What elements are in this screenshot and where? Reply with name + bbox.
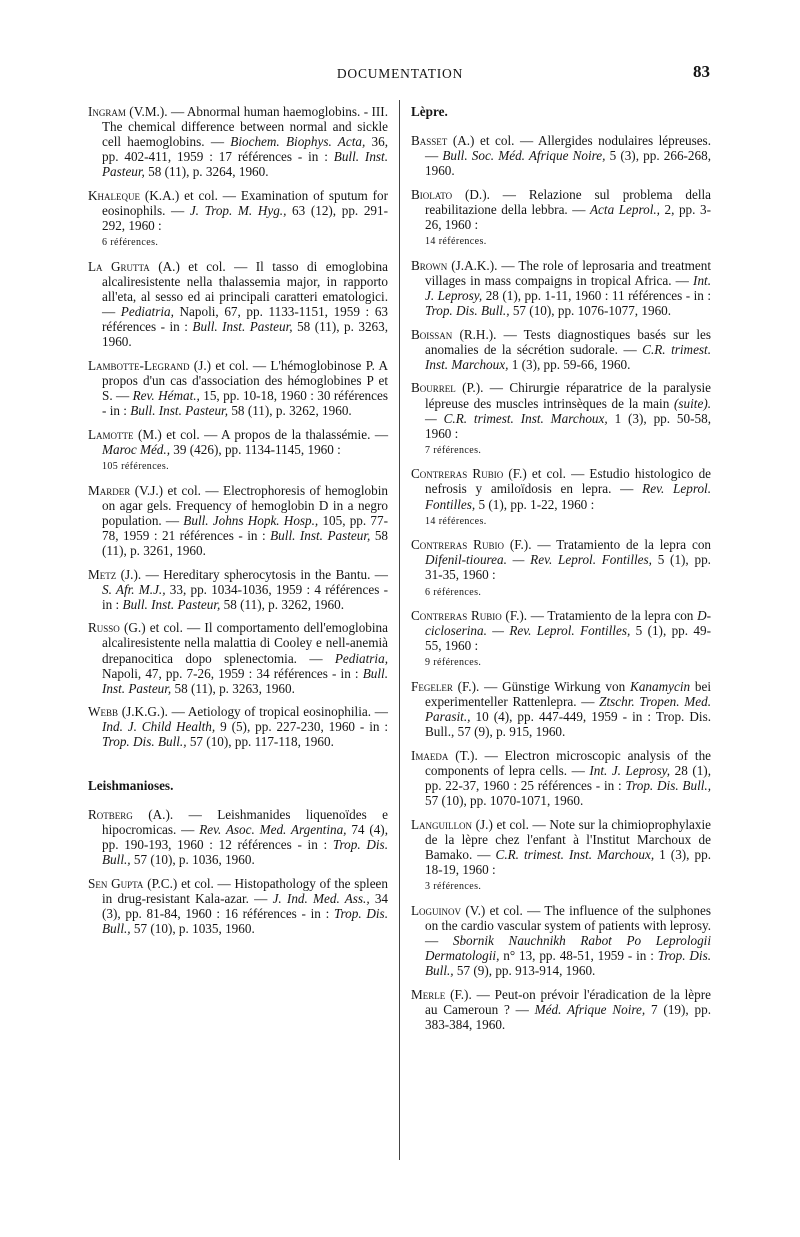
bibliography-entry bbox=[411, 133, 711, 178]
entry-journal: Acta Leprol., bbox=[590, 201, 660, 217]
bibliography-entry bbox=[411, 679, 711, 739]
entry-details-secondary: 58 (11), p. 3261, 1960. bbox=[102, 527, 389, 558]
entry-author: Contreras Rubio (F.). bbox=[411, 608, 528, 624]
entry-details-secondary: 57 (10), pp. 117-118, 1960. bbox=[189, 734, 334, 750]
entry-details: 5 (3), pp. 266-268, 1960. bbox=[425, 148, 712, 179]
bibliography-entry bbox=[411, 903, 711, 978]
entry-author: Bourrel (P.). bbox=[411, 380, 484, 396]
bibliography-entry bbox=[411, 987, 711, 1032]
entry-author: Ingram (V.M.). bbox=[88, 104, 168, 119]
entry-details-secondary: 10 (4), pp. 447-449, 1959 - in : Trop. Dis. Bull., 57 (9), p. 915, 1960. bbox=[425, 709, 711, 740]
entry-reference-count: 14 références. bbox=[425, 515, 487, 527]
bibliography-entry bbox=[88, 483, 388, 558]
entry-details-secondary: 58 (11), p. 3262, 1960. bbox=[231, 403, 352, 419]
entry-text: et col. — Estudio histologico de nefrosis y amiloïdosis en lepra. — bbox=[425, 466, 712, 497]
section-heading-leishmanioses: Leishmanioses. bbox=[88, 777, 174, 793]
entry-details: 105, pp. 77-78, 1959 : 21 références - in : bbox=[102, 512, 388, 543]
entry-journal-secondary: Bull. Inst. Pasteur, bbox=[270, 527, 371, 543]
entry-journal: Pediatria, bbox=[334, 650, 388, 666]
bibliography-entry bbox=[88, 807, 388, 867]
entry-text: — Peut-on prévoir l'éradication de la lèpre au Cameroun ? — bbox=[425, 986, 711, 1017]
entry-reference-count: 9 références. bbox=[425, 657, 482, 669]
entry-reference-count: 3 références. bbox=[425, 881, 482, 893]
entry-author: Khaleque (K.A.) bbox=[88, 187, 180, 203]
entry-details: Napoli, 67, pp. 1133-1151, 1959 : 63 références - in : bbox=[102, 304, 389, 335]
lepre-entries bbox=[411, 133, 711, 1032]
entry-author: Rotberg (A.). bbox=[88, 806, 174, 822]
running-header bbox=[0, 62, 800, 82]
entry-author: Languillon (J.) bbox=[411, 816, 493, 832]
bibliography-entry bbox=[88, 620, 388, 695]
leishmanioses-entries bbox=[88, 807, 388, 936]
entry-journal: Int. J. Leprosy, bbox=[589, 762, 671, 778]
entry-text: — Relazione sul problema della reabilitazione della lebbra. — bbox=[425, 186, 712, 217]
entry-text: et col. — Il tasso di emoglobina alcaliresistente nella thalassemia major, in rapporto all'eta, al sesso ed ai principali caratteri ematologici. — bbox=[102, 258, 389, 320]
entry-reference-count: 6 références. bbox=[425, 586, 482, 598]
bibliography-entry bbox=[88, 876, 388, 936]
column-divider bbox=[399, 100, 400, 1160]
entry-text: — Tratamiento de la lepra con bbox=[530, 608, 694, 624]
entry-text: et col. — A propos de la thalassémie. — bbox=[166, 426, 389, 442]
entry-reference-count: 14 références. bbox=[425, 236, 487, 248]
entry-journal: J. Ind. Med. Ass., bbox=[272, 890, 370, 906]
entry-text: et col. — Note sur la chimioprophylaxie de la lèpre chez l'enfant à l'Institut Marchoux de Bamako. — bbox=[425, 816, 711, 862]
entry-author: Webb (J.K.G.). bbox=[88, 704, 168, 720]
entry-journal: Rev. Leprol. Fontilles, bbox=[425, 481, 712, 512]
entry-details-secondary: 57 (10), p. 1035, 1960. bbox=[133, 920, 255, 936]
right-column bbox=[411, 104, 711, 1040]
entry-details-secondary: 58 (11), p. 3263, 1960. bbox=[174, 680, 295, 696]
left-column bbox=[88, 104, 388, 944]
entry-text: — Tratamiento de la lepra con bbox=[537, 537, 712, 553]
entry-journal: Difenil-tiourea. — Rev. Leprol. Fontilles, bbox=[425, 552, 652, 568]
entry-journal: Maroc Méd., bbox=[102, 441, 170, 457]
entry-text: et col. — Histopathology of the spleen in drug-resistant Kala-azar. — bbox=[102, 875, 389, 906]
entry-journal-secondary: Trop. Dis. Bull., bbox=[102, 836, 388, 867]
entry-journal-secondary: Bull. Inst. Pasteur, bbox=[102, 149, 389, 180]
entry-text: — Aetiology of tropical eosinophilia. — bbox=[171, 704, 388, 720]
entry-reference-count: 105 références. bbox=[102, 460, 170, 472]
entry-details: 63 (12), pp. 291-292, 1960 : bbox=[102, 203, 389, 234]
bibliography-entry bbox=[88, 704, 388, 749]
entry-author: Merle (F.). bbox=[411, 986, 472, 1002]
entry-details: 15, pp. 10-18, 1960 : 30 références - in : bbox=[102, 388, 388, 419]
entry-journal: C.R. trimest. Inst. Marchoux, bbox=[495, 846, 655, 862]
bibliography-entry bbox=[88, 427, 388, 474]
entry-details: 2, pp. 3-26, 1960 : bbox=[425, 201, 711, 233]
entry-author: Lambotte-Legrand (J.) bbox=[88, 357, 212, 373]
entry-reference-count: 6 références. bbox=[102, 237, 159, 249]
entry-journal: Rev. Asoc. Med. Argentina, bbox=[199, 821, 347, 837]
entry-details: 1 (3), pp. 18-19, 1960 : bbox=[425, 846, 712, 878]
entry-details: 33, pp. 1034-1036, 1959 : 4 références - in : bbox=[102, 581, 388, 612]
bibliography-entry bbox=[411, 817, 711, 894]
entry-author: Loguinov (V.) bbox=[411, 902, 486, 918]
entry-journal: S. Afr. M.J., bbox=[102, 581, 166, 597]
bibliography-entry bbox=[411, 748, 711, 808]
entry-author: Metz (J.). bbox=[88, 566, 142, 582]
entry-details: 7 (19), pp. 383-384, 1960. bbox=[425, 1001, 711, 1032]
entry-details: 9 (5), pp. 227-230, 1960 - in : bbox=[220, 719, 388, 735]
entry-details-secondary: 58 (11), p. 3264, 1960. bbox=[148, 164, 269, 180]
entry-journal: Sbornik Nauchnikh Rabot Po Leprologii Dermatologii, bbox=[425, 932, 712, 963]
entry-journal: Rev. Hémat., bbox=[132, 388, 200, 404]
bibliography-entry bbox=[411, 380, 711, 457]
entry-text: et col. — Il comportamento dell'emoglobina alcaliresistente nella malattia di Cooley e nell-anemià drepanocitica dopo splenectomia. — bbox=[102, 620, 389, 666]
entry-details: n° 13, pp. 48-51, 1959 - in : bbox=[503, 948, 654, 963]
entry-text: — Hereditary spherocytosis in the Bantu. — bbox=[145, 566, 388, 582]
entry-journal: Biochem. Biophys. Acta, bbox=[230, 134, 366, 150]
entry-details: 5 (1), pp. 31-35, 1960 : bbox=[425, 552, 711, 583]
entry-journal-secondary: Bull. Inst. Pasteur, bbox=[192, 319, 293, 335]
entry-details: 1 (3), pp. 59-66, 1960. bbox=[511, 356, 631, 372]
entry-details: 1 (3), pp. 50-58, 1960 : bbox=[425, 410, 711, 441]
entry-details-secondary: 57 (10), p. 1036, 1960. bbox=[133, 851, 255, 867]
entry-author: La Grutta (A.) bbox=[88, 258, 180, 274]
entry-author: Sen Gupta (P.C.) bbox=[88, 875, 178, 891]
entry-details-secondary: 57 (10), pp. 1070-1071, 1960. bbox=[425, 793, 584, 809]
bibliography-entry bbox=[88, 358, 388, 418]
running-title: DOCUMENTATION bbox=[336, 66, 464, 81]
entry-text: et col. — Electrophoresis of hemoglobin on agar gels. Frequency of hemoglobin D in a negro population. — bbox=[102, 482, 388, 528]
entry-text: et col. — Examination of sputum for eosinophils. — bbox=[102, 187, 388, 219]
bibliography-entry bbox=[411, 537, 711, 599]
entry-journal-secondary: Ztschr. Tropen. Med. Parasit., bbox=[425, 694, 712, 725]
entry-text: — Electron microscopic analysis of the components of lepra cells. — bbox=[425, 747, 712, 778]
entry-author: Marder (V.J.) bbox=[88, 482, 164, 498]
entry-journal: Bull. Johns Hopk. Hosp., bbox=[183, 512, 319, 528]
entry-text: — The role of leprosaria and treatment villages in mass compaigns in tropical Africa. — bbox=[425, 257, 712, 288]
entry-reference-count: 7 références. bbox=[425, 444, 482, 456]
entry-journal: Pediatria, bbox=[120, 304, 174, 320]
left-entries bbox=[88, 104, 388, 750]
entry-journal-secondary: Trop. Dis. Bull., bbox=[425, 303, 510, 319]
bibliography-entry bbox=[88, 188, 388, 250]
entry-text: — Chirurgie réparatrice de la paralysie lépreuse des muscles intrinsèques de la main bbox=[425, 380, 712, 411]
bibliography-entry bbox=[411, 608, 711, 670]
entry-journal-secondary: Bull. Inst. Pasteur, bbox=[102, 665, 388, 696]
entry-details-secondary: 58 (11), p. 3263, 1960. bbox=[102, 319, 389, 350]
bibliography-entry bbox=[411, 466, 711, 528]
entry-author: Basset (A.) bbox=[411, 133, 475, 149]
entry-author: Fegeler (F.). bbox=[411, 679, 480, 694]
entry-details-secondary: 58 (11), p. 3262, 1960. bbox=[223, 596, 345, 612]
entry-journal-secondary: Trop. Dis. Bull., bbox=[625, 778, 712, 794]
entry-journal-secondary: Trop. Dis. Bull., bbox=[102, 905, 388, 936]
entry-author: Russo (G.) bbox=[88, 620, 146, 636]
entry-journal: J. Trop. M. Hyg., bbox=[189, 203, 287, 219]
entry-details-secondary: 57 (10), pp. 1076-1077, 1960. bbox=[512, 303, 672, 319]
entry-details: Napoli, 47, pp. 7-26, 1959 : 34 références - in : bbox=[102, 665, 359, 681]
entry-journal: (suite). — C.R. trimest. Inst. Marchoux, bbox=[425, 395, 712, 426]
entry-details: 34 (3), pp. 81-84, 1960 : 16 références - in : bbox=[102, 890, 389, 921]
entry-details: 5 (1), pp. 1-22, 1960 : bbox=[478, 496, 595, 512]
entry-journal: Ind. J. Child Health, bbox=[102, 719, 216, 735]
entry-journal-secondary: Bull. Inst. Pasteur, bbox=[122, 596, 221, 612]
entry-details: 28 (1), pp. 22-37, 1960 : 25 références - in : bbox=[425, 762, 711, 794]
entry-journal: C.R. trimest. Inst. Marchoux, bbox=[425, 341, 712, 372]
entry-text: — Leishmanides liquenoïdes e hipocromicas. — bbox=[102, 806, 389, 837]
entry-details: bei experimenteller Rattenlepra. — bbox=[425, 679, 712, 710]
entry-journal: Méd. Afrique Noire, bbox=[534, 1001, 646, 1017]
entry-journal: Bull. Soc. Méd. Afrique Noire, bbox=[442, 148, 606, 164]
entry-author: Imaeda (T.). bbox=[411, 747, 478, 763]
entry-details: 36, pp. 402-411, 1959 : 17 références - in : bbox=[102, 134, 389, 165]
entry-text: — Günstige Wirkung von bbox=[484, 679, 626, 694]
entry-author: Lamotte (M.) bbox=[88, 426, 162, 442]
bibliography-entry bbox=[88, 567, 388, 612]
entry-journal: Kanamycin bbox=[630, 679, 691, 694]
entry-author: Contreras Rubio (F.) bbox=[411, 466, 527, 482]
entry-author: Brown (J.A.K.). bbox=[411, 257, 498, 273]
page-number: 83 bbox=[693, 62, 710, 81]
bibliography-entry bbox=[411, 187, 711, 249]
entry-text: et col. — The influence of the sulphones on the cardio vascular system of patients with leprosy. — bbox=[425, 902, 711, 948]
entry-author: Biolato (D.). bbox=[411, 186, 490, 202]
bibliography-entry bbox=[411, 258, 711, 318]
entry-journal: D-cicloserina. — Rev. Leprol. Fontilles, bbox=[425, 608, 711, 639]
entry-journal-secondary: Bull. Inst. Pasteur, bbox=[130, 403, 229, 419]
entry-details: 39 (426), pp. 1134-1145, 1960 : bbox=[173, 441, 341, 457]
entry-details: 28 (1), pp. 1-11, 1960 : 11 références - in : bbox=[485, 287, 711, 303]
entry-author: Contreras Rubio (F.). bbox=[411, 537, 532, 553]
entry-details: 5 (1), pp. 49-55, 1960 : bbox=[425, 623, 712, 654]
entry-journal: Int. J. Leprosy, bbox=[425, 272, 711, 303]
entry-details-secondary: 57 (9), pp. 913-914, 1960. bbox=[456, 963, 596, 979]
bibliography-entry bbox=[411, 327, 711, 372]
entry-author: Boissan (R.H.). bbox=[411, 326, 497, 342]
entry-text: — Abnormal human haemoglobins. - III. The chemical difference between normal and sickle cell haemoglobins. — bbox=[102, 104, 388, 150]
entry-journal-secondary: Trop. Dis. Bull., bbox=[102, 734, 187, 750]
entry-text: — Tests diagnostiques basés sur les anomalies de la sécrétion sudorale. — bbox=[425, 326, 711, 357]
entry-text: et col. — Allergides nodulaires lépreuses. — bbox=[425, 133, 711, 164]
entry-journal-secondary: Trop. Dis. Bull., bbox=[425, 948, 712, 979]
entry-text: et col. — L'hémoglobinose P. A propos d'un cas d'association des hémoglobines P et S. — bbox=[102, 357, 388, 404]
bibliography-entry bbox=[88, 259, 388, 350]
section-heading-lepre: Lèpre. bbox=[411, 104, 448, 119]
bibliography-entry bbox=[88, 104, 388, 179]
entry-details: 74 (4), pp. 190-193, 1960 : 12 références - in : bbox=[102, 821, 388, 852]
